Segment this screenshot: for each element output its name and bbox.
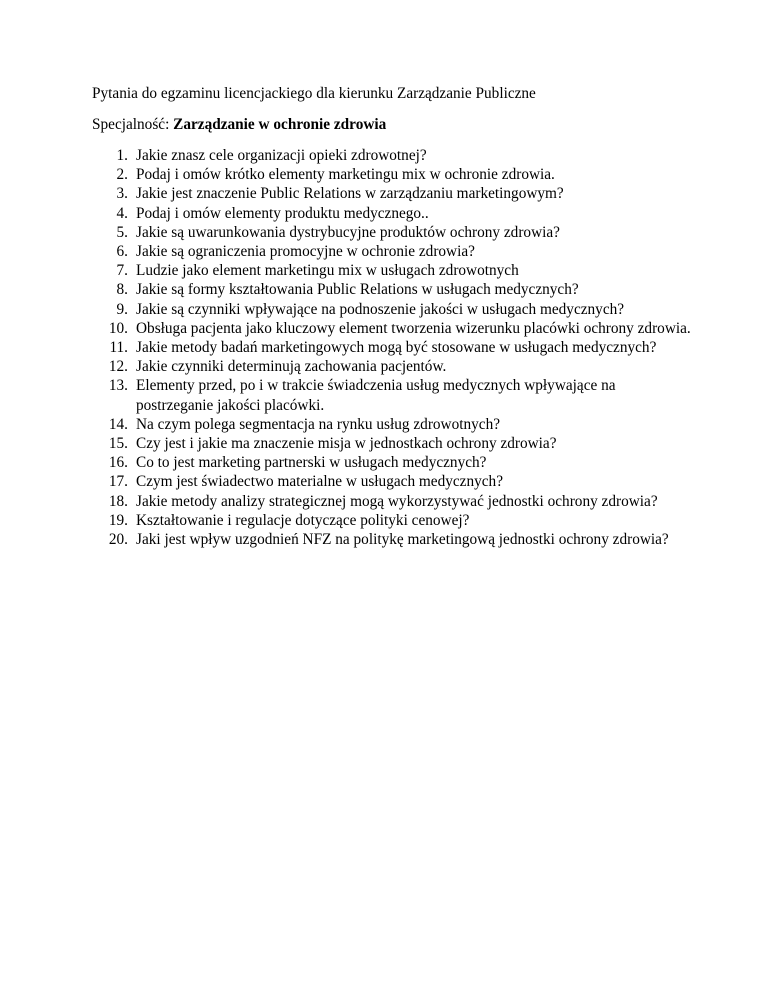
question-number: 12.: [108, 358, 128, 376]
question-text: Co to jest marketing partnerski w usługach medycznych?: [136, 454, 487, 472]
question-item-7: [92, 261, 692, 280]
question-number: 2.: [116, 166, 128, 184]
question-number: 13.: [108, 377, 128, 395]
question-item-11: [92, 338, 692, 357]
question-text: Podaj i omów krótko elementy marketingu mix w ochronie zdrowia.: [136, 166, 555, 184]
question-item-18: [92, 492, 692, 511]
question-text: Jakie jest znaczenie Public Relations w zarządzaniu marketingowym?: [136, 185, 564, 203]
question-item-4: [92, 204, 692, 223]
question-number: 19.: [108, 511, 128, 529]
question-item-19: [92, 511, 692, 530]
question-text: Obsługa pacjenta jako kluczowy element tworzenia wizerunku placówki ochrony zdrowia.: [136, 319, 691, 337]
question-text: Ludzie jako element marketingu mix w usługach zdrowotnych: [136, 262, 519, 280]
question-text: Jakie są ograniczenia promocyjne w ochronie zdrowia?: [136, 243, 475, 261]
question-number: 4.: [116, 204, 128, 222]
question-item-8: [92, 280, 692, 299]
question-number: 16.: [108, 454, 128, 472]
specialty-label: Specjalność:: [92, 116, 174, 133]
question-item-17: [92, 472, 692, 491]
question-number: 18.: [108, 492, 128, 510]
question-item-14: [92, 415, 692, 434]
question-item-9: [92, 300, 692, 319]
question-text: Kształtowanie i regulacje dotyczące polityki cenowej?: [136, 511, 470, 529]
question-item-13: [92, 376, 692, 414]
question-item-3: [92, 184, 692, 203]
question-list: [92, 146, 692, 549]
question-text: Jakie są czynniki wpływające na podnoszenie jakości w usługach medycznych?: [136, 300, 625, 318]
question-number: 5.: [116, 223, 128, 241]
specialty-line: [92, 115, 386, 135]
question-number: 7.: [116, 262, 128, 280]
question-text: Jakie są formy kształtowania Public Relations w usługach medycznych?: [136, 281, 579, 299]
question-item-20: [92, 530, 692, 549]
question-number: 9.: [116, 300, 128, 318]
question-text: Jakie czynniki determinują zachowania pacjentów.: [136, 358, 447, 376]
question-text: Czy jest i jakie ma znaczenie misja w jednostkach ochrony zdrowia?: [136, 435, 557, 453]
question-number: 20.: [108, 531, 128, 549]
question-text: Jakie metody analizy strategicznej mogą wykorzystywać jednostki ochrony zdrowia?: [136, 492, 658, 510]
specialty-value: Zarządzanie w ochronie zdrowia: [173, 116, 387, 133]
question-number: 14.: [108, 415, 128, 433]
question-text: Jakie metody badań marketingowych mogą być stosowane w usługach medycznych?: [136, 339, 657, 357]
question-text: Elementy przed, po i w trakcie świadczenia usług medycznych wpływające na postrzeganie jakości placówki.: [136, 377, 616, 414]
question-item-12: [92, 357, 692, 376]
question-number: 1.: [116, 147, 128, 164]
question-text: Jaki jest wpływ uzgodnień NFZ na politykę marketingową jednostki ochrony zdrowia?: [136, 531, 669, 549]
question-number: 10.: [108, 319, 128, 337]
question-text: Na czym polega segmentacja na rynku usług zdrowotnych?: [136, 415, 501, 433]
question-item-5: [92, 223, 692, 242]
question-text: Podaj i omów elementy produktu medycznego..: [136, 204, 429, 222]
document-title: Pytania do egzaminu licencjackiego dla kierunku Zarządzanie Publiczne: [92, 85, 536, 102]
question-number: 8.: [116, 281, 128, 299]
question-text: Jakie znasz cele organizacji opieki zdrowotnej?: [136, 147, 427, 164]
question-item-6: [92, 242, 692, 261]
question-item-2: [92, 165, 692, 184]
question-item-10: [92, 319, 692, 338]
question-text: Jakie są uwarunkowania dystrybucyjne produktów ochrony zdrowia?: [136, 223, 560, 241]
question-item-1: [92, 146, 692, 165]
question-number: 15.: [108, 435, 128, 453]
question-text: Czym jest świadectwo materialne w usługach medycznych?: [136, 473, 503, 491]
question-number: 6.: [116, 243, 128, 261]
question-number: 11.: [109, 339, 128, 357]
question-item-15: [92, 434, 692, 453]
question-number: 17.: [108, 473, 128, 491]
question-item-16: [92, 453, 692, 472]
question-number: 3.: [116, 185, 128, 203]
